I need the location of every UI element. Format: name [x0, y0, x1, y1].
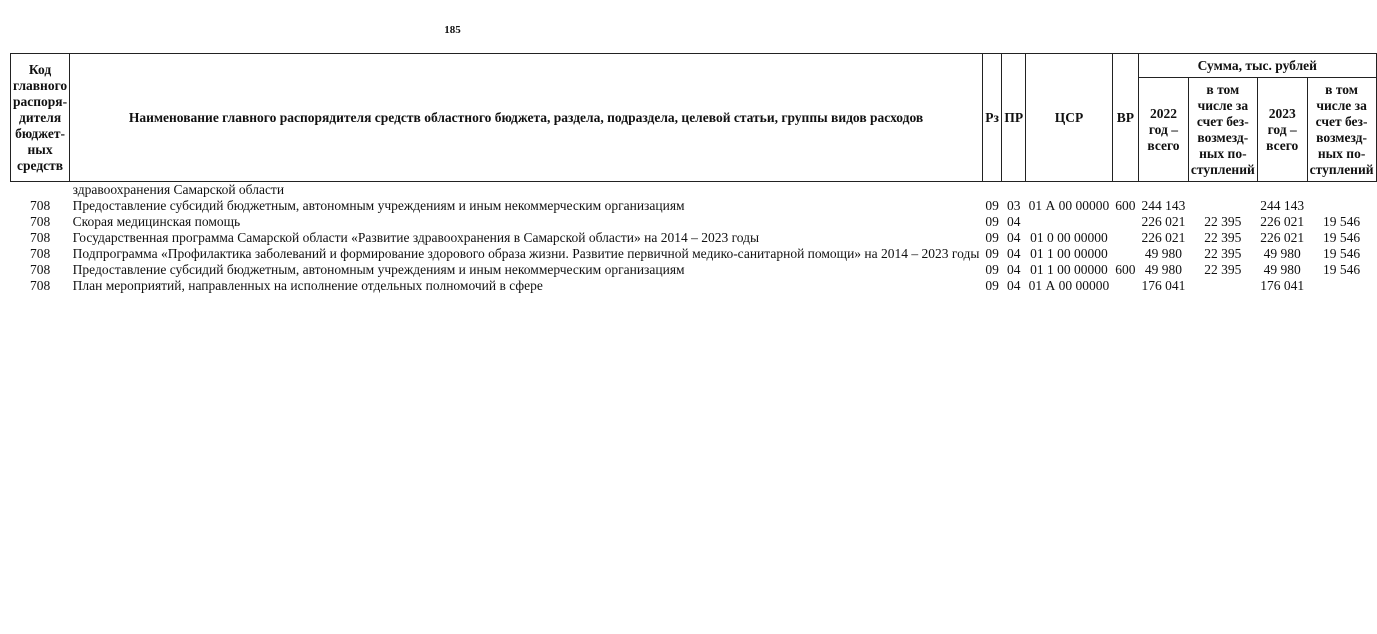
cell-2023-total: 49 980 [1263, 262, 1301, 277]
cell-2022-total [1139, 182, 1189, 199]
cell-code: 708 [29, 214, 51, 229]
cell-csr: 01 А 00 00000 [1028, 198, 1110, 213]
cell-pr [1002, 182, 1026, 199]
cell-vr: 600 [1115, 198, 1136, 213]
cell-2023-free: 19 546 [1323, 230, 1361, 245]
table-row [11, 214, 1377, 230]
cell-2022-total: 49 980 [1144, 262, 1183, 277]
cell-code: 708 [29, 230, 51, 245]
cell-vr: 600 [1115, 262, 1136, 277]
cell-rz: 09 [985, 262, 999, 277]
cell-vr [1112, 230, 1138, 246]
cell-csr: 01 1 00 00000 [1030, 246, 1108, 261]
cell-pr: 04 [1007, 230, 1021, 245]
cell-name: Скорая медицинская помощь [72, 214, 241, 229]
cell-vr [1112, 246, 1138, 262]
cell-pr: 03 [1007, 198, 1021, 213]
cell-csr: 01 0 00 00000 [1030, 230, 1108, 245]
cell-rz: 09 [985, 230, 999, 245]
cell-name: Предоставление субсидий бюджетным, автономным учреждениям и иным некоммерческим организациям [72, 198, 685, 213]
cell-rz: 09 [985, 198, 999, 213]
cell-2022-total: 226 021 [1141, 230, 1186, 245]
cell-vr [1112, 278, 1138, 294]
cell-name: Подпрограмма «Профилактика заболеваний и формирование здорового образа жизни. Развитие первичной медико-санитарной помощи» на 2014 – 2023 годы [72, 246, 980, 261]
col-header-csr: ЦСР [1026, 54, 1113, 182]
cell-name: Государственная программа Самарской области «Развитие здравоохранения в Самарской области» на 2014 – 2023 годы [72, 230, 760, 245]
col-header-code: Код главного распоря- дителя бюджет- ных средств [11, 54, 70, 182]
cell-2022-free: 22 395 [1204, 230, 1242, 245]
table-row [11, 182, 1377, 199]
cell-pr: 04 [1007, 262, 1021, 277]
cell-name: План мероприятий, направленных на исполнение отдельных полномочий в сфере [72, 278, 543, 293]
cell-pr: 04 [1007, 278, 1021, 293]
cell-2023-total: 49 980 [1263, 246, 1301, 261]
cell-pr: 04 [1007, 214, 1021, 229]
cell-code: 708 [29, 262, 51, 277]
cell-code: 708 [29, 198, 51, 213]
cell-2022-free [1188, 182, 1257, 199]
col-header-2023-free: в том числе за счет без- возмезд- ных по- ступлений [1307, 78, 1376, 182]
page-number: 185 [444, 24, 461, 36]
cell-2022-total: 49 980 [1144, 246, 1183, 261]
cell-csr: 01 А 00 00000 [1028, 278, 1110, 293]
cell-2023-free [1307, 278, 1376, 294]
col-header-rz: Рз [982, 54, 1002, 182]
cell-csr [1026, 214, 1113, 230]
cell-code [11, 182, 70, 199]
cell-2023-free [1307, 182, 1376, 199]
cell-2022-total: 244 143 [1141, 198, 1186, 213]
col-header-2023-total: 2023 год – всего [1257, 78, 1307, 182]
col-header-2022-free: в том числе за счет без- возмезд- ных по- ступлений [1188, 78, 1257, 182]
budget-table [10, 53, 1377, 294]
cell-2023-total: 226 021 [1260, 230, 1305, 245]
table-row [11, 278, 1377, 294]
col-header-sum: Сумма, тыс. рублей [1139, 54, 1377, 78]
cell-rz [982, 182, 1002, 199]
cell-csr [1026, 182, 1113, 199]
cell-code: 708 [29, 278, 51, 293]
cell-2023-free [1307, 198, 1376, 214]
cell-2023-total: 244 143 [1260, 198, 1305, 213]
cell-2023-total: 226 021 [1260, 214, 1305, 229]
cell-rz: 09 [985, 214, 999, 229]
cell-2022-free: 22 395 [1204, 262, 1242, 277]
cell-2022-total: 226 021 [1141, 214, 1186, 229]
col-header-pr: ПР [1002, 54, 1026, 182]
cell-rz: 09 [985, 246, 999, 261]
cell-2022-free [1188, 198, 1257, 214]
cell-2023-free: 19 546 [1323, 262, 1361, 277]
table-row [11, 246, 1377, 262]
cell-name: здравоохранения Самарской области [72, 182, 285, 197]
cell-pr: 04 [1007, 246, 1021, 261]
col-header-name: Наименование главного распорядителя средств областного бюджета, раздела, подраздела, целевой статьи, группы видов расходов [70, 54, 983, 182]
col-header-vr: ВР [1112, 54, 1138, 182]
cell-code: 708 [29, 246, 51, 261]
cell-csr: 01 1 00 00000 [1030, 262, 1108, 277]
cell-2022-free: 22 395 [1204, 214, 1242, 229]
table-row [11, 230, 1377, 246]
table-row [11, 198, 1377, 214]
cell-name: Предоставление субсидий бюджетным, автономным учреждениям и иным некоммерческим организациям [72, 262, 685, 277]
cell-vr [1112, 182, 1138, 199]
cell-2022-free [1188, 278, 1257, 294]
cell-2023-free: 19 546 [1323, 214, 1361, 229]
cell-vr [1112, 214, 1138, 230]
cell-rz: 09 [985, 278, 999, 293]
cell-2022-free: 22 395 [1204, 246, 1242, 261]
col-header-2022-total: 2022 год – всего [1139, 78, 1189, 182]
cell-2023-total: 176 041 [1260, 278, 1305, 293]
table-row [11, 262, 1377, 278]
cell-2023-total [1257, 182, 1307, 199]
cell-2023-free: 19 546 [1323, 246, 1361, 261]
cell-2022-total: 176 041 [1141, 278, 1186, 293]
